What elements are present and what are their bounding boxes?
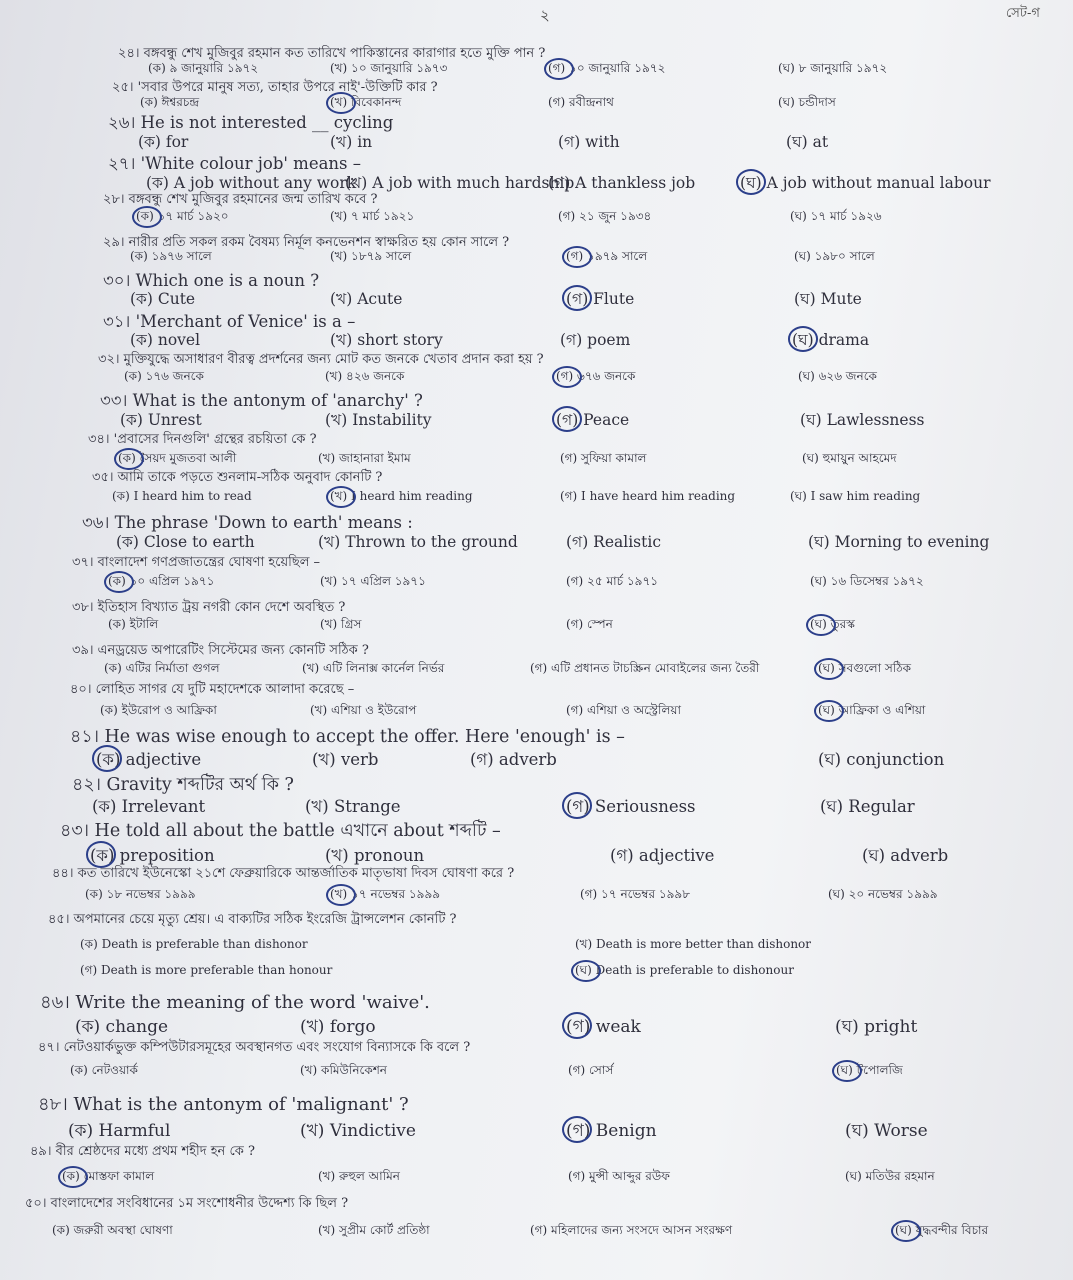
answer-option: (খ) Vindictive [300,1121,416,1141]
answer-option: (খ) কমিউনিকেশন [300,1063,387,1077]
answer-option: (ঘ) ১৭ মার্চ ১৯২৬ [790,209,882,223]
answer-option: (খ) I heard him reading [330,489,473,503]
answer-option: (ক) Harmful [68,1121,171,1141]
answer-option: (ক) Irrelevant [92,797,206,816]
question-stem: ২৭। 'White colour job' means – [108,154,362,173]
answer-option: (ক) A job without any work [146,174,357,192]
answer-option: (গ) ১৭ নভেম্বর ১৯৯৮ [580,887,691,901]
question-stem: ৪৩। He told all about the battle এখানে about শব্দটি – [60,821,501,841]
answer-option: (খ) ১০ জানুয়ারি ১৯৭৩ [330,61,448,75]
answer-option: (গ) ২৫ মার্চ ১৯৭১ [566,574,659,588]
answer-option: (খ) short story [330,331,443,349]
answer-option: (খ) ১৭ নভেম্বর ১৯৯৯ [330,887,441,901]
answer-option: (ঘ) ১৯৮০ সালে [794,249,875,263]
answer-option: (ক) I heard him to read [112,489,252,503]
answer-option: (গ) adjective [610,846,715,865]
answer-option: (ঘ) তুরস্ক [810,617,855,631]
question-stem: ৩০। Which one is a noun ? [103,271,320,290]
answer-option: (ক) Death is preferable than dishonor [80,937,308,951]
answer-option: (গ) এশিয়া ও অস্ট্রেলিয়া [566,703,681,717]
answer-option: (গ) এটি প্রধানত টাচস্ক্রিন মোবাইলের জন্য তৈরী [530,661,760,675]
answer-option: (ক) adjective [96,750,202,769]
answer-option: (ক) change [75,1017,169,1037]
answer-option: (গ) ১০ জানুয়ারি ১৯৭২ [548,61,666,75]
answer-option: (ঘ) চন্ডীদাস [778,95,836,109]
question-stem: ৩৫। আমি তাকে পড়তে শুনলাম-সঠিক অনুবাদ কোনটি ? [92,470,383,485]
answer-option: (ক) preposition [90,846,215,865]
answer-option: (খ) Instability [325,411,432,429]
answer-option: (খ) এটি লিনাক্স কার্নেল নির্ভর [302,661,445,675]
answer-option: (খ) forgo [300,1017,376,1037]
answer-option: (ঘ) ১৬ ডিসেম্বর ১৯৭২ [810,574,924,588]
answer-option: (গ) Realistic [566,533,661,551]
answer-option: (খ) গ্রিস [320,617,362,631]
answer-option: (গ) ৬৭৬ জনকে [556,369,636,383]
question-stem: ৩২। মুক্তিযুদ্ধে অসাধারণ বীরত্ব প্রদর্শনের জন্য মোট কত জনকে খেতাব প্রদান করা হয় ? [98,352,544,367]
answer-option: (ঘ) pright [835,1017,918,1037]
answer-option: (গ) ১৯৭৯ সালে [566,249,648,263]
answer-option: (ঘ) ২০ নভেম্বর ১৯৯৯ [828,887,938,901]
answer-option: (খ) এশিয়া ও ইউরোপ [310,703,417,717]
question-stem: ৪১। He was wise enough to accept the offer. Here 'enough' is – [70,727,625,747]
answer-option: (ঘ) যুদ্ধবন্দীর বিচার [895,1223,989,1237]
question-stem: ৪৫। অপমানের চেয়ে মৃত্যু শ্রেয়। এ বাক্যটির সঠিক ইংরেজি ট্রান্সলেশন কোনটি ? [48,912,457,927]
answer-option: (গ) মহিলাদের জন্য সংসদে আসন সংরক্ষণ [530,1223,733,1237]
answer-option: (খ) রুহুল আমিন [318,1169,400,1183]
answer-option: (খ) verb [312,750,379,769]
answer-option: (ঘ) Mute [794,290,862,308]
answer-option: (ঘ) Worse [845,1121,928,1141]
answer-option: (গ) মুন্সী আব্দুর রউফ [568,1169,670,1183]
answer-option: (খ) সুপ্রীম কোর্ট প্রতিষ্ঠা [318,1223,430,1237]
answer-option: (ঘ) conjunction [818,750,945,769]
answer-option: (খ) Death is more better than dishonor [575,937,812,951]
answer-option: (গ) রবীন্দ্রনাথ [548,95,614,109]
answer-option: (ক) ঈশ্বরচন্দ্র [140,95,200,109]
question-stem: ৪৬। Write the meaning of the word 'waive'. [40,992,430,1013]
answer-option: (ক) নেটওয়ার্ক [70,1063,138,1077]
question-stem: ২৮। বঙ্গবন্ধু শেখ মুজিবুর রহমানের জন্ম তারিখ কবে ? [103,192,378,207]
answer-option: (গ) Benign [566,1121,657,1141]
answer-option: (ঘ) drama [792,331,870,349]
answer-option: (ক) সৈয়দ মুজতবা আলী [118,451,237,465]
question-stem: ৩৪। 'প্রবাসের দিনগুলি' গ্রন্থের রচয়িতা কে ? [88,432,317,447]
answer-option: (খ) A job with much hardship [345,174,575,192]
answer-option: (খ) pronoun [325,846,425,865]
question-stem: ৩৯। এনড্রয়েড অপারেটিং সিস্টেমের জন্য কোনটি সঠিক ? [72,643,369,658]
answer-option: (ক) ১০ এপ্রিল ১৯৭১ [108,574,215,588]
answer-option: (খ) ১৭ এপ্রিল ১৯৭১ [320,574,426,588]
question-stem: ৪০। লোহিত সাগর যে দুটি মহাদেশকে আলাদা করেছে – [70,682,355,697]
answer-option: (ঘ) Lawlessness [800,411,925,429]
answer-option: (গ) সুফিয়া কামাল [560,451,647,465]
page-number: ২ [540,6,550,24]
answer-option: (ক) এটির নির্মাতা গুগল [104,661,220,675]
answer-option: (ক) novel [130,331,201,349]
answer-option: (ঘ) ৮ জানুয়ারি ১৯৭২ [778,61,888,75]
answer-option: (ঘ) আফ্রিকা ও এশিয়া [818,703,926,717]
answer-option: (গ) poem [560,331,631,349]
question-stem: ৪৪। কত তারিখে ইউনেস্কো ২১শে ফেব্রুয়ারিকে আন্তর্জাতিক মাতৃভাষা দিবস ঘোষণা করে ? [52,866,515,881]
question-stem: ৪৮। What is the antonym of 'malignant' ? [38,1094,409,1115]
set-label: সেট-গ [1006,6,1040,21]
question-stem: ৩৩। What is the antonym of 'anarchy' ? [100,391,423,410]
answer-option: (ক) ইউরোপ ও আফ্রিকা [100,703,217,717]
answer-option: (ঘ) at [786,133,829,151]
answer-option: (খ) Thrown to the ground [318,533,518,551]
question-stem: ৩৬। The phrase 'Down to earth' means : [82,513,413,532]
answer-option: (খ) ১৮৭৯ সালে [330,249,412,263]
question-stem: ২৬। He is not interested __ cycling [108,113,394,132]
answer-option: (ঘ) মতিউর রহমান [845,1169,935,1183]
answer-option: (ঘ) adverb [862,846,949,865]
question-stem: ২৯। নারীর প্রতি সকল রকম বৈষম্য নির্মূল কনভেনশন স্বাক্ষরিত হয় কোন সালে ? [103,235,510,250]
question-stem: ৪৯। বীর শ্রেষ্ঠদের মধ্যে প্রথম শহীদ হন কে ? [30,1144,255,1159]
answer-option: (ঘ) হুমায়ুন আহমেদ [802,451,897,465]
answer-option: (খ) Strange [305,797,401,816]
answer-option: (গ) Seriousness [566,797,696,816]
answer-option: (ঘ) Morning to evening [808,533,990,551]
answer-option: (ঘ) Regular [820,797,915,816]
answer-option: (গ) স্পেন [566,617,613,631]
answer-option: (খ) বিবেকানন্দ [330,95,402,109]
answer-option: (গ) ২১ জুন ১৯৩৪ [558,209,652,223]
answer-option: (ক) ইটালি [108,617,159,631]
answer-option: (খ) জাহানারা ইমাম [318,451,411,465]
answer-option: (খ) in [330,133,373,151]
question-stem: ৩৭। বাংলাদেশ গণপ্রজাতন্ত্রের ঘোষণা হয়েছিল – [72,555,321,570]
answer-option: (ঘ) টপোলজি [836,1063,903,1077]
answer-option: (ঘ) ৬২৬ জনকে [798,369,877,383]
answer-option: (ঘ) Death is preferable to dishonour [575,963,794,977]
answer-option: (ক) for [138,133,189,151]
answer-option: (গ) Flute [566,290,635,308]
answer-option: (ক) ১৮ নভেম্বর ১৯৯৯ [85,887,196,901]
answer-option: (ঘ) সবগুলো সঠিক [818,661,912,675]
answer-option: (ঘ) I saw him reading [790,489,921,503]
answer-option: (গ) A thankless job [548,174,696,192]
question-stem: ৫০। বাংলাদেশের সংবিধানের ১ম সংশোধনীর উদ্দেশ্য কি ছিল ? [25,1196,349,1211]
answer-option: (ক) জরুরী অবস্থা ঘোষণা [52,1223,173,1237]
question-stem: ২৫। 'সবার উপরে মানুষ সত্য, তাহার উপরে নাই'-উক্তিটি কার ? [112,80,438,95]
answer-option: (খ) ৪২৬ জনকে [325,369,405,383]
question-stem: ৩৮। ইতিহাস বিখ্যাত ট্রয় নগরী কোন দেশে অবস্থিত ? [72,600,346,615]
question-stem: ৪২। Gravity শব্দটির অর্থ কি ? [72,775,294,795]
answer-option: (গ) Death is more preferable than honour [80,963,333,977]
answer-option: (ক) Cute [130,290,196,308]
question-stem: ২৪। বঙ্গবন্ধু শেখ মুজিবুর রহমান কত তারিখে পাকিস্তানের কারাগার হতে মুক্তি পান ? [118,46,546,61]
answer-option: (গ) সোর্স [568,1063,614,1077]
answer-option: (গ) weak [566,1017,641,1037]
answer-option: (ক) ১৭৬ জনকে [124,369,204,383]
answer-option: (গ) I have heard him reading [560,489,736,503]
answer-option: (ক) ৯ জানুয়ারি ১৯৭২ [148,61,259,75]
answer-option: (ঘ) A job without manual labour [740,174,991,192]
answer-option: (ক) ১৭ মার্চ ১৯২০ [136,209,229,223]
answer-option: (গ) Peace [556,411,630,429]
answer-option: (খ) ৭ মার্চ ১৯২১ [330,209,415,223]
question-stem: ৪৭। নেটওয়ার্কভুক্ত কম্পিউটারসমূহের অবস্থানগত এবং সংযোগ বিন্যাসকে কি বলে ? [38,1040,471,1055]
answer-option: (ক) Close to earth [116,533,255,551]
question-stem: ৩১। 'Merchant of Venice' is a – [103,312,356,331]
answer-option: (ক) মোস্তফা কামাল [62,1169,155,1183]
answer-option: (ক) ১৯৭৬ সালে [130,249,212,263]
answer-option: (ক) Unrest [120,411,202,429]
answer-option: (গ) with [558,133,620,151]
answer-option: (গ) adverb [470,750,557,769]
answer-option: (খ) Acute [330,290,403,308]
